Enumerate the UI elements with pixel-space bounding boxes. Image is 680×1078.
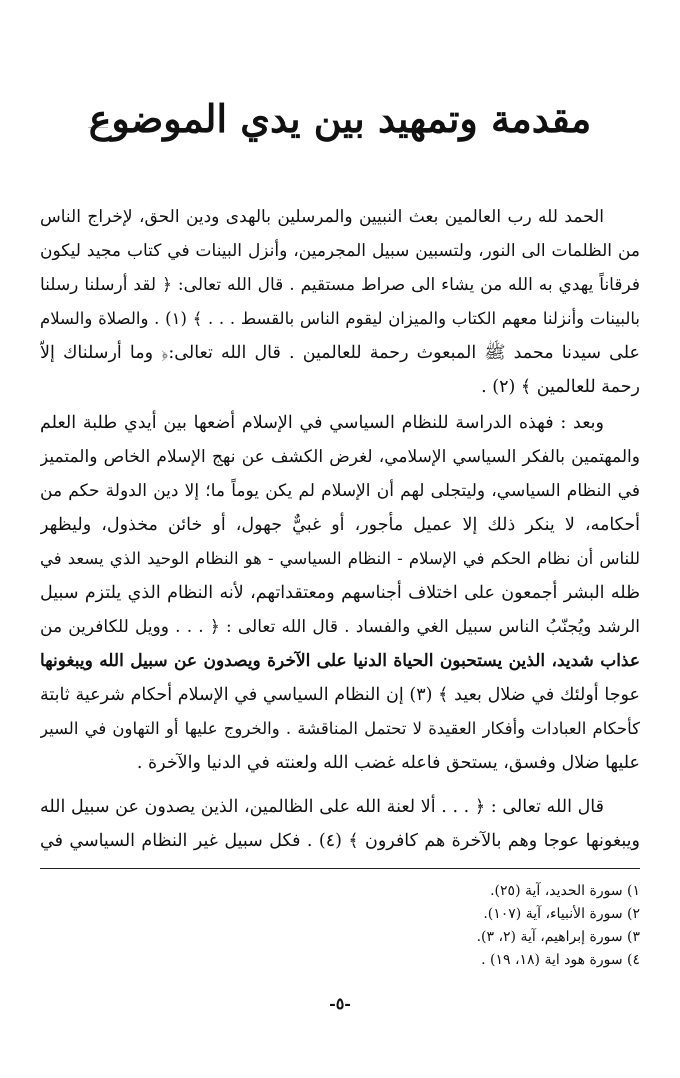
text-line: بالبينات وأنزلنا معهم الكتاب والميزان ليقوم الناس بالقسط . . . ﴾ (١) . والصلاة والسلام (40, 309, 640, 328)
page-number: -٥- (329, 994, 351, 1013)
text-line: للناس أن نظام الحكم في الإسلام - النظام السياسي - هو النظام الوحيد الذي يسعد في (40, 549, 640, 568)
text-line: أحكامه، لا ينكر ذلك إلا عميل مأجور، أو غبيٌّ جهول، أو خائن مخذول، وليظهر (40, 515, 640, 535)
text-line: من الظلمات الى النور، ولتسبين سبيل المجرمين، وأنزل البينات في كتاب مجيد ليكون (40, 241, 640, 261)
text-line: رحمة للعالمين ﴾ (٢) . (481, 377, 640, 397)
footnote: ٢) سورة الأنبياء، آية (١٠٧). (483, 906, 640, 922)
text-line: قال الله تعالى : ﴿ . . . ألا لعنة الله على الظالمين، الذين يصدون عن سبيل الله (40, 797, 604, 817)
text-line: والمهتمين بالفكر السياسي الإسلامي، لغرض الكشف عن نهج الإسلام الخاص والمتميز (40, 447, 640, 467)
text-line: عذاب شديد، الذين يستحبون الحياة الدنيا على الآخرة ويصدون عن سبيل الله ويبغونها (40, 651, 640, 671)
text-line: ظله البشر أجمعون على اختلاف أجناسهم ومعتقداتهم، لأنه النظام الذي يلتزم سبيل (40, 583, 640, 603)
paragraph-2 (40, 406, 640, 780)
paragraph-1 (40, 200, 640, 404)
footnote: ٤) سورة هود اية (١٨، ١٩) . (481, 952, 640, 968)
footnotes (40, 880, 640, 972)
text-line: عليها ضلال وفسق، يستحق فاعله غضب الله ولعنته في الدنيا والآخرة . (136, 753, 640, 773)
text-line: فرقاناً يهدي به الله من يشاء الى صراط مستقيم . قال الله تعالى: ﴿ لقد أرسلنا رسلنا (40, 275, 640, 295)
footnote: ٣) سورة إبراهيم، آية (٢، ٣). (476, 929, 640, 945)
chapter-title: مقدمة وتمهيد بين يدي الموضوع (88, 96, 592, 141)
text-line: عوجا أولئك في ضلال بعيد ﴾ (٣) إن النظام السياسي في الإسلام أحكام شرعية ثابتة (40, 685, 640, 705)
footnote: ١) سورة الحديد، آية (٢٥). (490, 883, 640, 899)
text-line: كأحكام العبادات وأفكار العقيدة لا تحتمل المناقشة . والخروج عليها أو التهاون في السير (40, 719, 640, 738)
text-line: الحمد لله رب العالمين بعث النبيين والمرسلين بالهدى ودين الحق، لإخراج الناس (40, 207, 604, 227)
text-line: على سيدنا محمد ﷺ المبعوث رحمة للعالمين . قال الله تعالى:﴿ وما أرسلناك إلاّ (40, 343, 640, 363)
text-line: في النظام السياسي، وليتجلى لهم أن الإسلام لم يكن يوماً ما؛ إلا دين الدولة حكم من (40, 481, 640, 501)
footnote-divider (40, 868, 640, 869)
text-line: وبعد : فهذه الدراسة للنظام السياسي في الإسلام أضعها بين أيدي طلبة العلم (40, 413, 604, 433)
text-line: ويبغونها عوجا وهم بالآخرة هم كافرون ﴾ (٤) . فكل سبيل غير النظام السياسي في (40, 831, 640, 851)
text-line: الرشد ويُجنّبُ الناس سبيل الغي والفساد . قال الله تعالى : ﴿ . . . وويل للكافرين من (40, 617, 640, 637)
paragraph-3 (40, 790, 640, 858)
